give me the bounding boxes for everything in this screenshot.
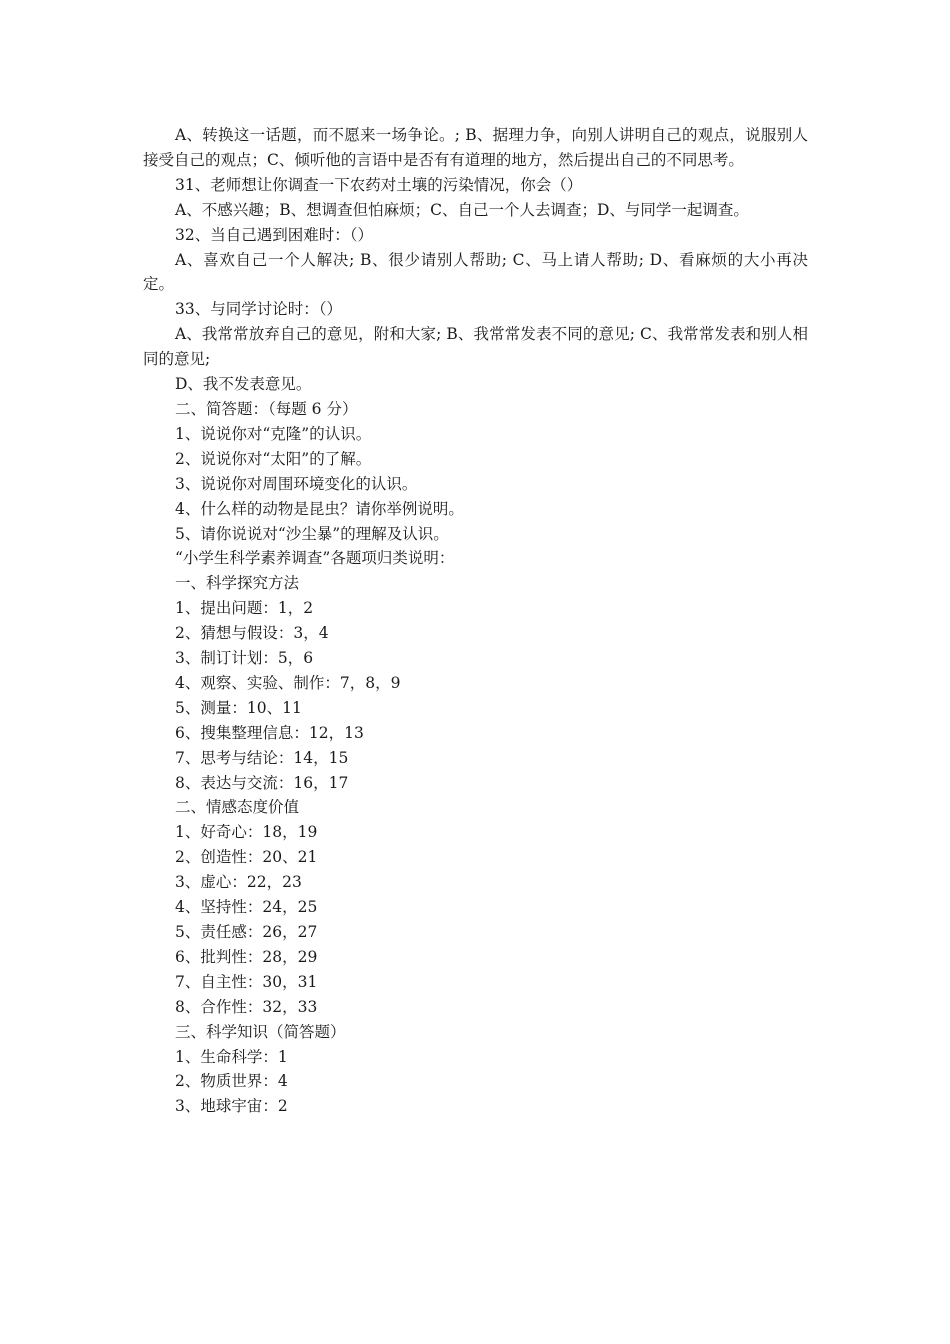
- classification-item: 4、观察、实验、制作：7，8，9: [175, 673, 401, 692]
- classification-item: 2、猜想与假设：3，4: [175, 624, 329, 643]
- classification-item: 1、提出问题：1，2: [175, 599, 314, 618]
- classification-item: 6、批判性：28，29: [175, 947, 318, 966]
- short-answer-item: 5、请你说说对“沙尘暴”的理解及认识。: [175, 524, 449, 543]
- classification-item: 5、测量：10、11: [175, 698, 302, 717]
- classification-item: 7、自主性：30，31: [175, 972, 318, 991]
- classification-item: 2、创造性：20、21: [175, 848, 318, 867]
- document-body: [143, 123, 808, 1119]
- short-answer-item: 2、说说你对“太阳”的了解。: [175, 449, 372, 468]
- classification-item: 8、合作性：32，33: [175, 997, 318, 1016]
- short-answer-item: 4、什么样的动物是昆虫？请你举例说明。: [175, 499, 464, 518]
- paragraph-q33: 33、与同学讨论时：（）: [175, 300, 342, 319]
- paragraph-q31: 31、老师想让你调查一下农药对土壤的污染情况，你会（）: [175, 175, 583, 194]
- classification-item: 3、虚心：22，23: [175, 873, 302, 892]
- classification-item: 1、好奇心：18，19: [175, 823, 318, 842]
- classification-item: 3、地球宇宙：2: [175, 1097, 288, 1116]
- section-heading-knowledge: 三、科学知识（简答题）: [175, 1022, 346, 1041]
- paragraph-q33-options: A、我常常放弃自己的意见，附和大家; B、我常常发表不同的意见; C、我常常发表和别人相同的意见;: [143, 325, 808, 369]
- paragraph-q30-options: A、转换这一话题，而不愿来一场争论。; B、据理力争，向别人讲明自己的观点，说服别人接受自己的观点；C、倾听他的言语中是否有有道理的地方，然后提出自己的不同思考。: [143, 126, 808, 169]
- classification-item: 8、表达与交流：16，17: [175, 773, 349, 792]
- classification-item: 4、坚持性：24，25: [175, 898, 318, 917]
- classification-item: 1、生命科学：1: [175, 1047, 288, 1066]
- short-answer-item: 1、说说你对“克隆”的认识。: [175, 424, 372, 443]
- section-heading-attitude: 二、情感态度价值: [175, 798, 300, 817]
- classification-item: 5、责任感：26，27: [175, 923, 318, 941]
- classification-item: 3、制订计划：5，6: [175, 649, 314, 668]
- paragraph-q33-option-d: D、我不发表意见。: [175, 375, 312, 394]
- short-answer-item: 3、说说你对周围环境变化的认识。: [175, 474, 418, 493]
- paragraph-q31-options: A、不感兴趣；B、想调查但怕麻烦；C、自己一个人去调查；D、与同学一起调查。: [175, 200, 749, 219]
- classification-item: 6、搜集整理信息：12，13: [175, 723, 364, 742]
- classification-item: 2、物质世界：4: [175, 1072, 288, 1091]
- classification-title: “小学生科学素养调查”各题项归类说明：: [175, 549, 455, 568]
- paragraph-q32: 32、当自己遇到困难时：（）: [175, 225, 373, 244]
- section-heading-short-answer: 二、简答题：（每题 6 分）: [175, 399, 358, 418]
- section-heading-inquiry: 一、科学探究方法: [175, 574, 300, 593]
- classification-item: 7、思考与结论：14，15: [175, 748, 349, 767]
- paragraph-q32-options: A、喜欢自己一个人解决; B、很少请别人帮助; C、马上请人帮助; D、看麻烦的大小再决定。: [143, 250, 808, 294]
